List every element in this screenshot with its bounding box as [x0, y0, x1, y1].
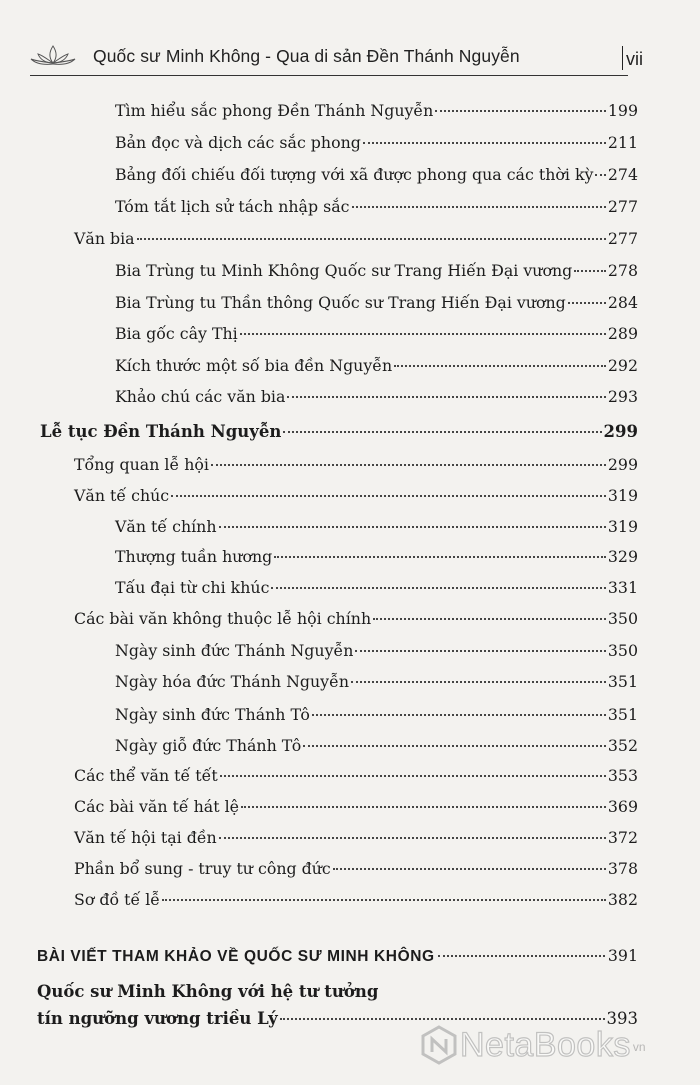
- toc-entry: [74, 859, 638, 879]
- toc-entry: [74, 890, 638, 910]
- toc-entry-page: 277: [607, 197, 638, 216]
- dot-leader: [287, 396, 605, 398]
- toc-entry-page: 274: [607, 165, 638, 184]
- toc-entry-title: Bia Trùng tu Minh Không Quốc sư Trang Hiến Đại vương: [115, 261, 573, 280]
- dot-leader: [283, 431, 601, 433]
- toc-entry-title: Các bài văn tế hát lệ: [74, 797, 239, 816]
- header-rule: [30, 75, 628, 76]
- dot-leader: [240, 333, 606, 335]
- toc-entry-page: 319: [607, 517, 638, 536]
- toc-entry-page: 378: [607, 859, 638, 878]
- dot-leader: [574, 270, 606, 272]
- dot-leader: [568, 302, 606, 304]
- dot-leader: [274, 556, 606, 558]
- dot-leader: [271, 587, 605, 589]
- dot-leader: [312, 714, 606, 716]
- toc-entry-title: Văn tế hội tại đền: [74, 828, 217, 847]
- dot-leader: [220, 775, 606, 777]
- toc-entry: [115, 547, 638, 567]
- toc-entry-title: Văn bia: [74, 229, 135, 248]
- toc-entry: [115, 165, 638, 185]
- toc-entry-page: 329: [607, 547, 638, 566]
- page-number: [622, 46, 643, 70]
- toc-entry-page: 353: [607, 766, 638, 785]
- dot-leader: [303, 745, 606, 747]
- page-number-divider: [622, 46, 623, 70]
- toc-entry: [115, 261, 638, 281]
- toc-entry: [115, 133, 638, 153]
- toc-entry-title: Ngày sinh đức Thánh Tô: [115, 705, 310, 724]
- dot-leader: [280, 1018, 605, 1020]
- toc-entry: [40, 422, 638, 442]
- toc-entry-title: Kích thước một số bia đền Nguyễn: [115, 356, 393, 375]
- dot-leader: [171, 495, 606, 497]
- toc-entry-title: Bản đọc và dịch các sắc phong: [115, 133, 361, 152]
- toc-entry-page: 292: [607, 356, 638, 375]
- running-title: Quốc sư Minh Không - Qua di sản Đền Thánh Nguyễn: [93, 46, 520, 66]
- toc-entry-title: Khảo chú các văn bia: [115, 387, 286, 406]
- toc-entry-title: Tìm hiểu sắc phong Đền Thánh Nguyễn: [115, 101, 434, 120]
- dot-leader: [241, 806, 606, 808]
- dot-leader: [595, 174, 605, 176]
- section-page: 391: [607, 946, 638, 965]
- dot-leader: [355, 650, 605, 652]
- toc-entry-title: Lễ tục Đền Thánh Nguyễn: [40, 422, 282, 441]
- toc-entry-page: 351: [607, 705, 638, 724]
- subsection-title-line2: tín ngưỡng vương triều Lý: [37, 1009, 278, 1028]
- page-number-text: vii: [626, 49, 643, 69]
- toc-entry-page: 299: [607, 455, 638, 474]
- toc-entry: [74, 486, 638, 506]
- dot-leader: [219, 837, 606, 839]
- subsection-page: 393: [606, 1009, 638, 1028]
- toc-entry: [115, 736, 638, 756]
- netabooks-logo-icon: [418, 1024, 460, 1066]
- toc-entry-page: 277: [607, 229, 638, 248]
- toc-entry: [115, 293, 638, 313]
- dot-leader: [137, 238, 606, 240]
- watermark-text: NetaBooks: [460, 1025, 631, 1064]
- toc-entry-title: Tấu đại từ chi khúc: [115, 578, 270, 597]
- toc-entry-title: Tổng quan lễ hội: [74, 455, 209, 474]
- section-title: BÀI VIẾT THAM KHẢO VỀ QUỐC SƯ MINH KHÔNG: [37, 948, 435, 965]
- dot-leader: [352, 206, 606, 208]
- dot-leader: [219, 526, 606, 528]
- toc-entry-title: Ngày sinh đức Thánh Nguyễn: [115, 641, 354, 660]
- toc-entry-title: Ngày giỗ đức Thánh Tô: [115, 736, 302, 755]
- dot-leader: [333, 868, 606, 870]
- toc-entry-page: 350: [607, 609, 638, 628]
- toc-entry-page: 331: [607, 578, 638, 597]
- dot-leader: [162, 899, 606, 901]
- toc-entry: [115, 356, 638, 376]
- dot-leader: [373, 618, 606, 620]
- watermark: [418, 1024, 646, 1066]
- toc-entry-title: Bảng đối chiếu đối tượng với xã được phong qua các thời kỳ: [115, 165, 594, 184]
- toc-entry-page: 199: [607, 101, 638, 120]
- toc-entry-page: 319: [607, 486, 638, 505]
- dot-leader: [438, 955, 605, 957]
- page-header: [0, 0, 700, 80]
- toc-section-heading: [37, 946, 638, 966]
- toc-entry-page: 278: [607, 261, 638, 280]
- toc-entry: [74, 609, 638, 629]
- toc-entry-page: 369: [607, 797, 638, 816]
- watermark-suffix: vn: [632, 1040, 646, 1054]
- toc-entry-page: 299: [603, 422, 638, 441]
- toc-entry: [115, 578, 638, 598]
- toc-entry: [74, 766, 638, 786]
- dot-leader: [351, 681, 606, 683]
- toc-entry-page: 289: [607, 324, 638, 343]
- toc-entry-page: 284: [607, 293, 638, 312]
- toc-entry-page: 382: [607, 890, 638, 909]
- toc-entry-title: Bia Trùng tu Thần thông Quốc sư Trang Hiến Đại vương: [115, 293, 566, 312]
- toc-entry: [115, 324, 638, 344]
- toc-entry-title: Các thể văn tế tết: [74, 766, 218, 785]
- dot-leader: [435, 110, 606, 112]
- subsection-title-line1: Quốc sư Minh Không với hệ tư tưởng: [37, 982, 379, 1001]
- toc-entry-title: Văn tế chúc: [74, 486, 170, 505]
- toc-entry: [115, 641, 638, 661]
- toc-entry-title: Các bài văn không thuộc lễ hội chính: [74, 609, 372, 628]
- toc-entry-title: Thượng tuần hương: [115, 547, 273, 566]
- lotus-icon: [30, 44, 76, 66]
- toc-entry-page: 350: [607, 641, 638, 660]
- toc-entry: [115, 672, 638, 692]
- toc-entry: [115, 705, 638, 725]
- dot-leader: [394, 365, 606, 367]
- dot-leader: [363, 142, 606, 144]
- toc-entry: [74, 455, 638, 475]
- toc-entry: [115, 197, 638, 217]
- toc-entry: [115, 387, 638, 407]
- toc-entry: [74, 828, 638, 848]
- toc-entry-page: 352: [607, 736, 638, 755]
- toc-entry-title: Văn tế chính: [115, 517, 217, 536]
- toc-entry: [115, 101, 638, 121]
- toc-entry: [115, 517, 638, 537]
- toc-entry-title: Tóm tắt lịch sử tách nhập sắc: [115, 197, 350, 216]
- toc-entry-page: 211: [607, 133, 638, 152]
- toc-entry: [74, 797, 638, 817]
- toc-entry-page: 351: [607, 672, 638, 691]
- toc-entry-page: 293: [607, 387, 638, 406]
- toc-entry-title: Bia gốc cây Thị: [115, 324, 238, 343]
- toc-entry-title: Phần bổ sung - truy tư công đức: [74, 859, 331, 878]
- dot-leader: [211, 464, 606, 466]
- toc-entry-title: Sơ đồ tế lễ: [74, 890, 161, 909]
- toc-entry: [74, 229, 638, 249]
- toc-entry-title: Ngày hóa đức Thánh Nguyễn: [115, 672, 349, 691]
- toc-entry-page: 372: [607, 828, 638, 847]
